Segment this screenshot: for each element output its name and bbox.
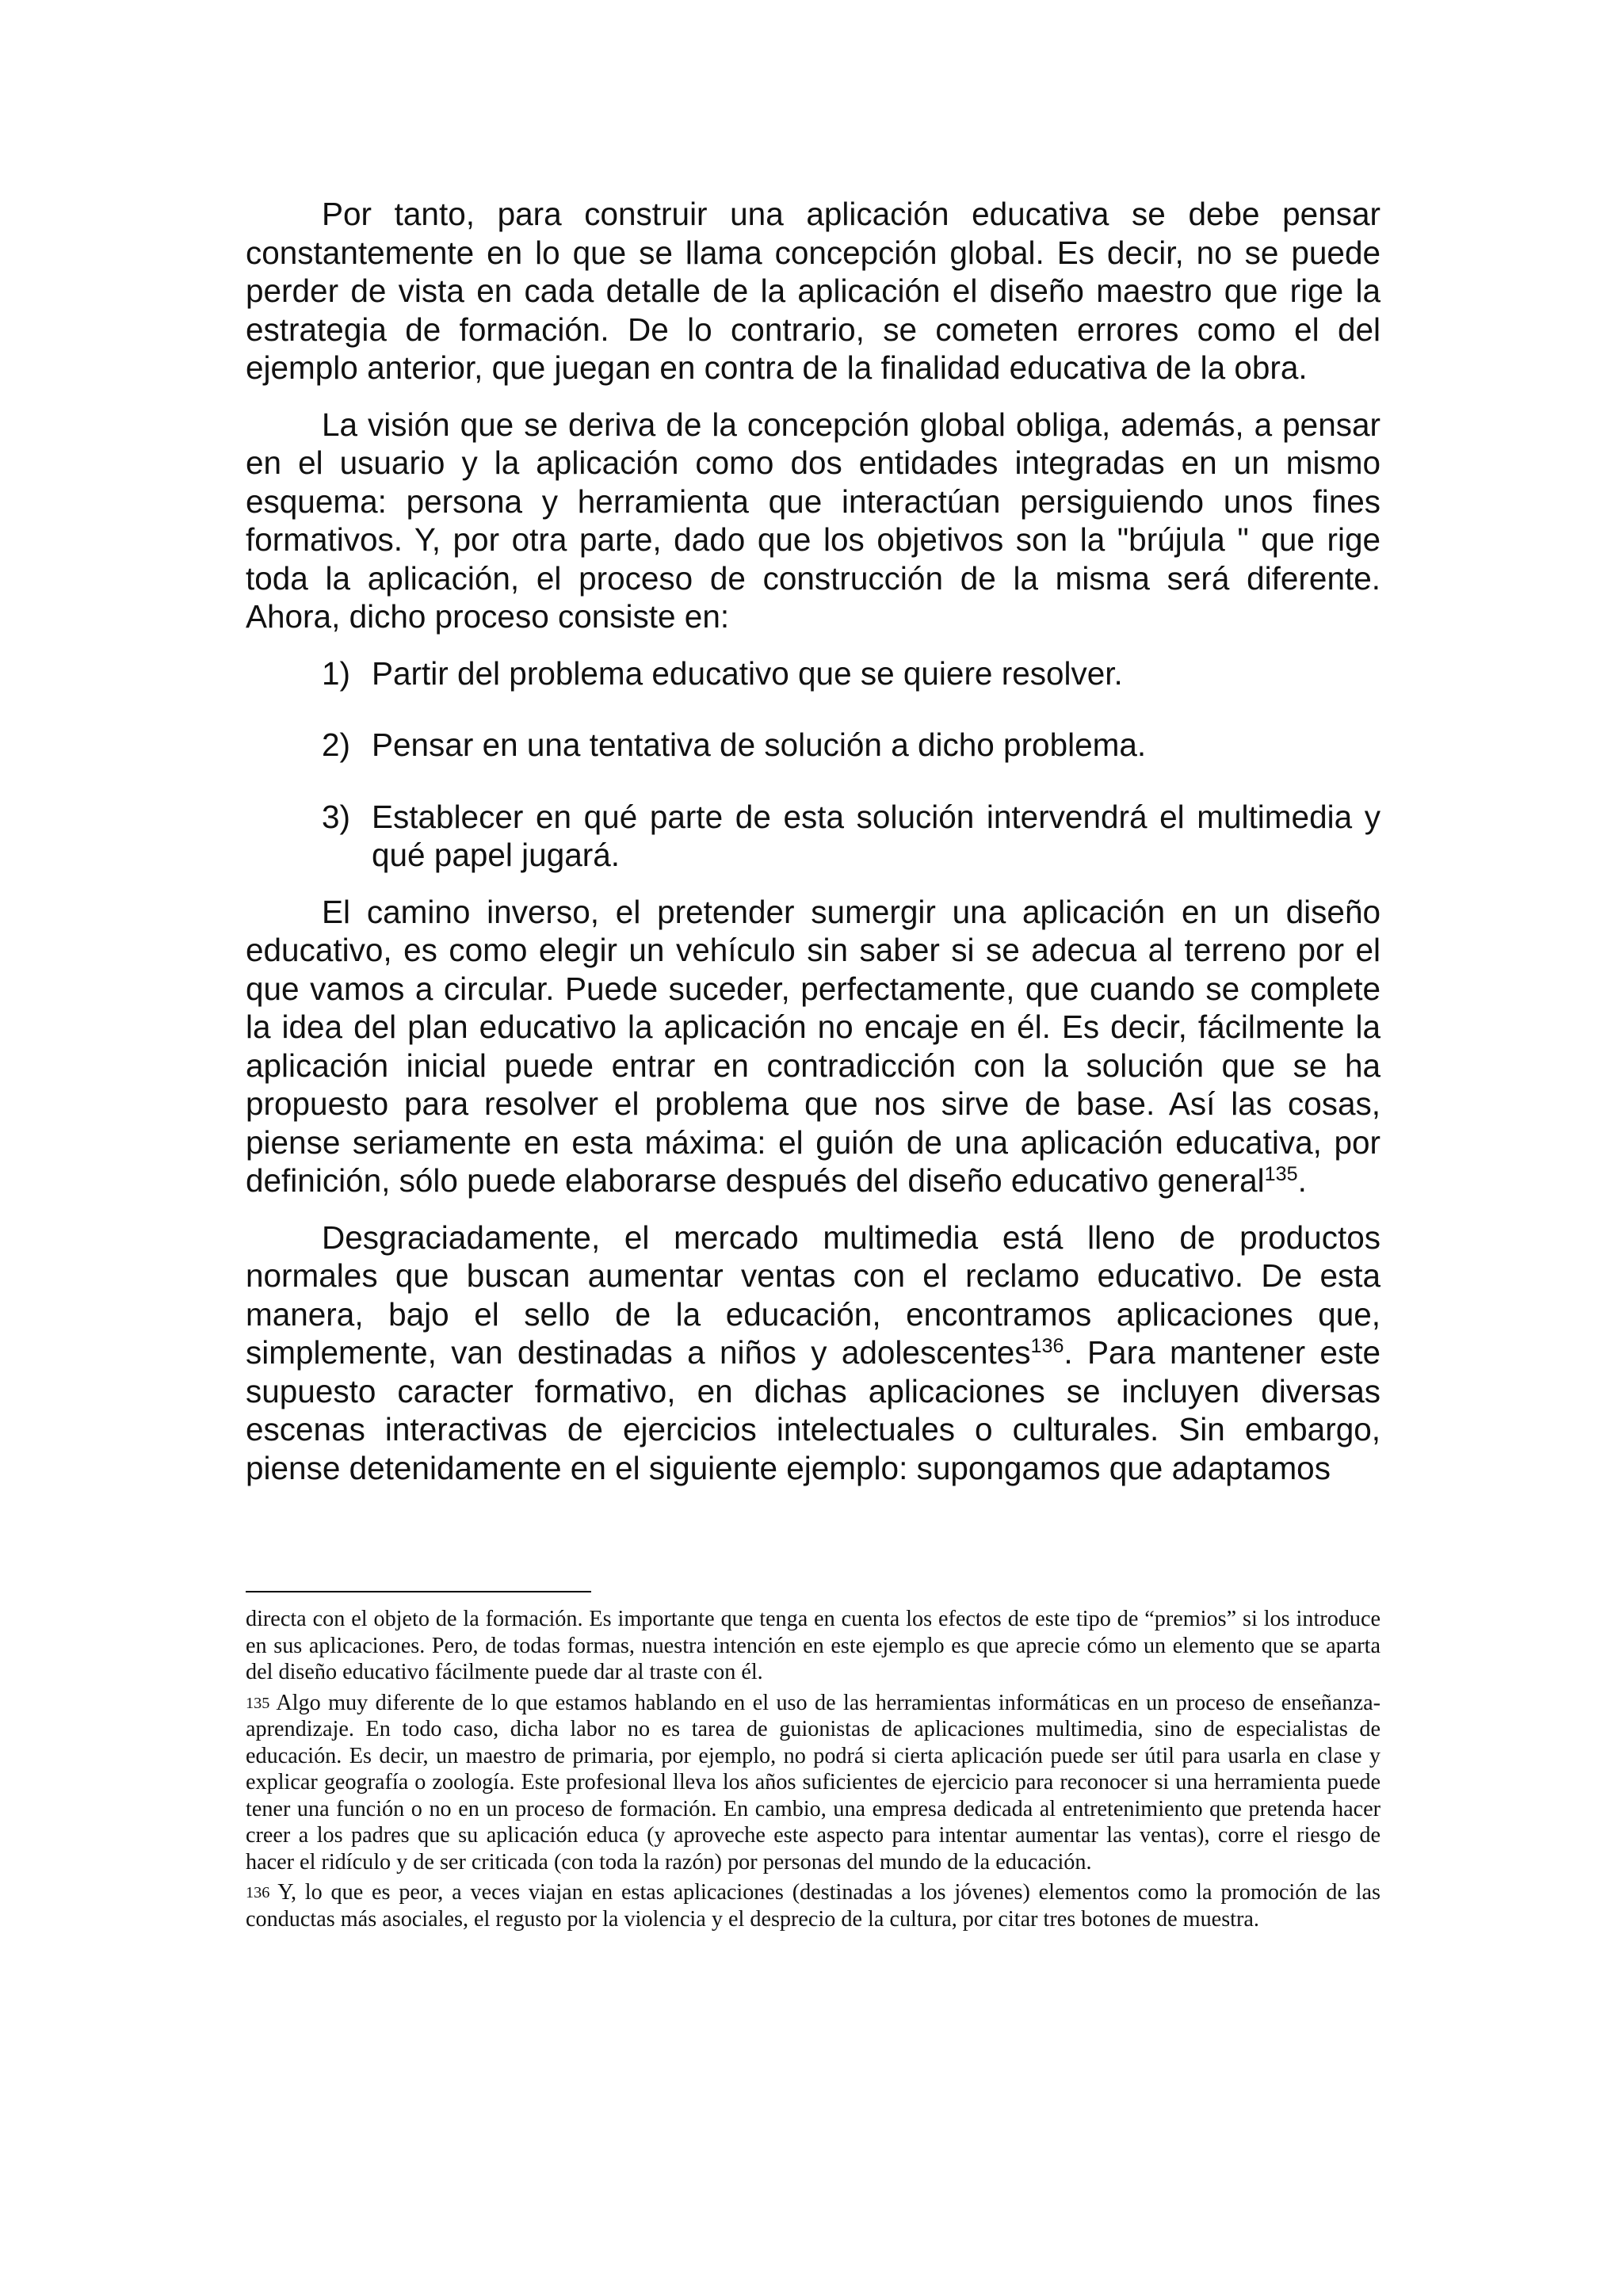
list-item-number: 2) [322,727,351,763]
list-item [322,654,1381,693]
footnote-ref-136[interactable]: 136 [1030,1335,1064,1358]
footnote-ref-135[interactable]: 135 [1264,1163,1298,1186]
list-item-text: Establecer en qué parte de esta solución intervendrá el multimedia y qué papel jugará. [372,798,1381,873]
main-text [246,195,1381,1487]
list-item-text: Partir del problema educativo que se quiere resolver. [372,654,1123,692]
paragraph-3 [246,893,1381,1200]
list-item [322,798,1381,875]
list-item [322,726,1381,765]
paragraph-1: Por tanto, para construir una aplicación educativa se debe pensar constantemente en lo que se llama concepción global. Es decir, no se puede perder de vista en cada detalle de la aplicación el diseño maestro que rige la estrategia de formación. De lo contrario, se cometen errores como el del ejemplo anterior, que juegan en contra de la finalidad educativa de la obra. [246,196,1381,386]
paragraph-3-tail: . [1297,1162,1307,1199]
footnotes [246,1606,1381,1936]
footnote-135 [246,1690,1381,1876]
paragraph-2: La visión que se deriva de la concepción global obliga, además, a pensar en el usuario y la aplicación como dos entidades integradas en un mismo esquema: persona y herramienta que interactúan persiguiendo unos fines formativos. Y, por otra parte, dado que los objetivos son la "brújula " que rige toda la aplicación, el proceso de construcción de la misma será diferente. Ahora, dicho proceso consiste en: [246,406,1381,635]
footnote-136 [246,1879,1381,1932]
paragraph-4 [246,1219,1381,1488]
page-body [246,195,1381,1505]
footnote-number: 135 [246,1694,270,1712]
footnote-continued: directa con el objeto de la formación. Es importante que tenga en cuenta los efectos de este tipo de “premios” si los introduce en sus aplicaciones. Pero, de todas formas, nuestra intención en este ejemplo es que aprecie cómo un elemento que se aparta del diseño educativo fácilmente puede dar al traste con él. [246,1607,1381,1684]
footnote-text: Algo muy diferente de lo que estamos hablando en el uso de las herramientas informáticas en un proceso de enseñanza-aprendizaje. En todo caso, dicha labor no es tarea de guionistas de aplicaciones multimedia, sino de especialistas de educación. Es decir, un maestro de primaria, por ejemplo, no podrá si cierta aplicación puede ser útil para usarla en clase y explicar geografía o zoología. Este profesional lleva los años suficientes de ejercicio para reconocer si una herramienta puede tener una función o no en un proceso de formación. En cambio, una empresa dedicada al entretenimiento que pretenda hacer creer a los padres que su aplicación educa (y aproveche este aspecto para intentar aumentar las ventas), corre el riesgo de hacer el ridículo y de ser criticada (con toda la razón) por personas del mundo de la educación. [246,1690,1381,1875]
list-item-number: 3) [322,798,351,835]
footnote-number: 136 [246,1884,270,1901]
paragraph-4-text-after: . Para mantener este supuesto caracter formativo, en dichas aplicaciones se incluyen diversas escenas interactivas de ejercicios intelectuales o culturales. Sin embargo, piense detenidamente en el siguiente ejemplo: supongamos que adaptamos [246,1334,1381,1486]
steps-list [322,654,1381,875]
list-item-text: Pensar en una tentativa de solución a dicho problema. [372,727,1147,763]
paragraph-3-text: El camino inverso, el pretender sumergir una aplicación en un diseño educativo, es como elegir un vehículo sin saber si se adecua al terreno por el que vamos a circular. Puede suceder, perfectamente, que cuando se complete la idea del plan educativo la aplicación no encaje en él. Es decir, fácilmente la aplicación inicial puede entrar en contradicción con la solución que se ha propuesto para resolver el problema que nos sirve de base. Así las cosas, piense seriamente en esta máxima: el guión de una aplicación educativa, por definición, sólo puede elaborarse después del diseño educativo general [246,893,1381,1199]
footnote-text: Y, lo que es peor, a veces viajan en estas aplicaciones (destinadas a los jóvenes) elementos como la promoción de las conductas más asociales, el regusto por la violencia y el desprecio de la cultura, por citar tres botones de muestra. [246,1880,1381,1932]
footnote-separator [246,1591,591,1592]
paragraph-4-text-before: Desgraciadamente, el mercado multimedia está lleno de productos normales que buscan aumentar ventas con el reclamo educativo. De esta manera, bajo el sello de la educación, encontramos aplicaciones que, simplemente, van destinadas a niños y adolescentes [246,1219,1381,1371]
list-item-number: 1) [322,654,351,692]
